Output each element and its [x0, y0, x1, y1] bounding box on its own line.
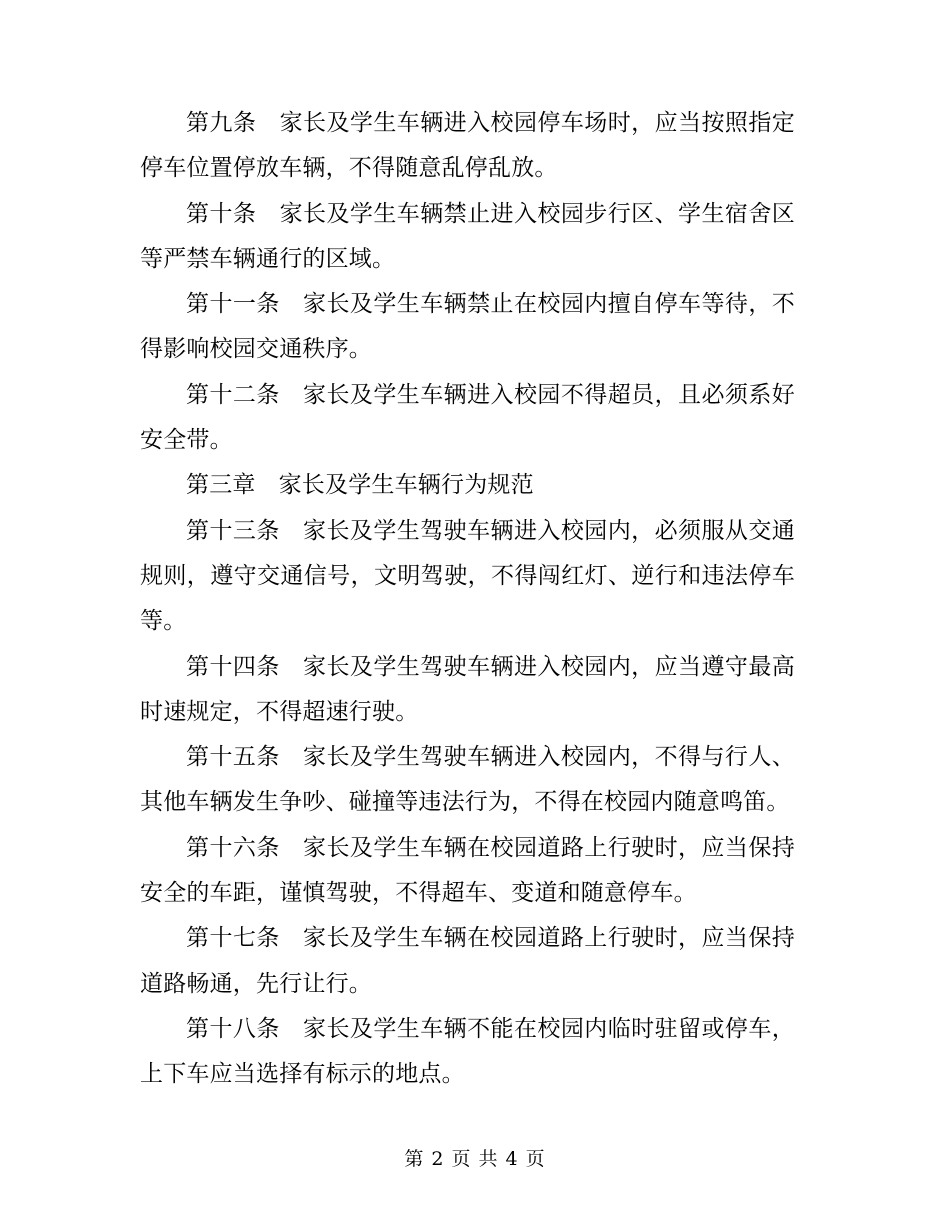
article-text: 家长及学生车辆进入校园停车场时，应当按照指定停车位置停放车辆，不得随意乱停乱放。 [140, 110, 795, 182]
article-label: 第九条 [186, 110, 257, 136]
article-paragraph [140, 373, 795, 464]
article-text: 家长及学生驾驶车辆进入校园内，不得与行人、其他车辆发生争吵、碰撞等违法行为，不得在校园内随意鸣笛。 [140, 744, 795, 816]
article-label: 第十七条 [186, 925, 280, 952]
article-text: 家长及学生驾驶车辆进入校园内，必须服从交通规则，遵守交通信号，文明驾驶，不得闯红灯、逆行和违法停车等。 [140, 517, 795, 635]
article-label: 第十八条 [186, 1015, 280, 1042]
page-number-footer: 第 2 页 共 4 页 [404, 1148, 546, 1170]
article-paragraph [140, 916, 795, 1007]
article-text: 家长及学生驾驶车辆进入校园内，应当遵守最高时速规定，不得超速行驶。 [140, 653, 795, 725]
article-label: 第十条 [186, 200, 257, 227]
document-body [140, 101, 795, 1098]
article-paragraph [140, 1007, 795, 1098]
article-label: 第十六条 [186, 834, 280, 861]
article-text: 家长及学生车辆在校园道路上行驶时，应当保持安全的车距，谨慎驾驶，不得超车、变道和随意停车。 [140, 834, 795, 907]
chapter-label: 第三章 [186, 472, 256, 499]
article-label: 第十三条 [186, 517, 280, 544]
article-label: 第十一条 [186, 291, 280, 318]
article-text: 家长及学生车辆禁止在校园内擅自停车等待，不得影响校园交通秩序。 [140, 291, 795, 363]
chapter-title: 家长及学生车辆行为规范 [278, 472, 534, 499]
article-paragraph [140, 645, 795, 736]
article-paragraph [140, 735, 795, 826]
article-text: 家长及学生车辆在校园道路上行驶时，应当保持道路畅通，先行让行。 [140, 925, 795, 997]
article-paragraph [140, 509, 795, 645]
article-paragraph [140, 192, 795, 283]
article-text: 家长及学生车辆禁止进入校园步行区、学生宿舍区等严禁车辆通行的区域。 [140, 200, 795, 272]
article-text: 家长及学生车辆不能在校园内临时驻留或停车，上下车应当选择有标示的地点。 [140, 1015, 795, 1088]
article-label: 第十四条 [186, 653, 280, 680]
article-paragraph [140, 282, 795, 373]
article-paragraph [140, 826, 795, 917]
article-paragraph [140, 101, 795, 192]
article-text: 家长及学生车辆进入校园不得超员，且必须系好安全带。 [140, 381, 795, 454]
chapter-heading [140, 463, 795, 508]
article-label: 第十五条 [186, 744, 280, 771]
article-label: 第十二条 [186, 381, 280, 408]
